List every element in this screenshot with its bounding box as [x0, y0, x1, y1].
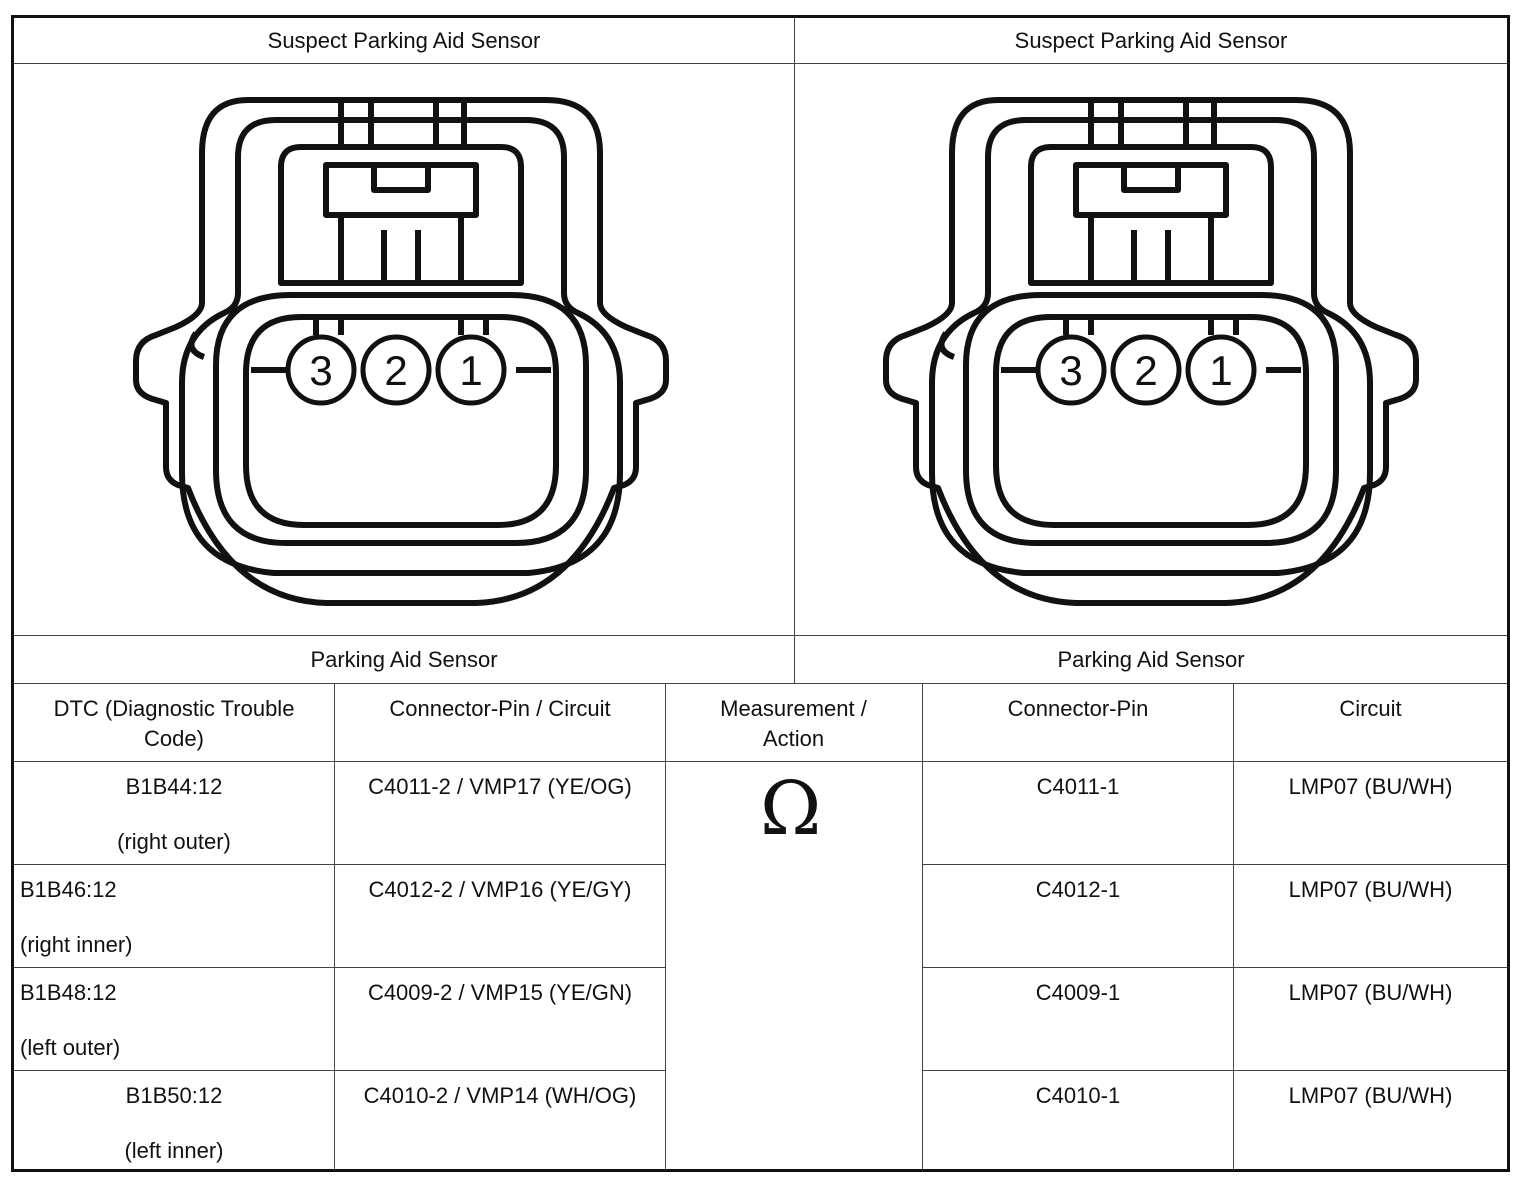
- column-header-label: Connector-Pin: [1007, 696, 1149, 721]
- connector-latch-tab: [1124, 165, 1178, 190]
- connector-circuit-value: C4009-2 / VMP15 (YE/GN): [367, 980, 633, 1005]
- table-row-circuit: [1234, 772, 1507, 862]
- subheader-sensor-left: [14, 636, 794, 683]
- connector-pin-value: C4010-1: [1035, 1083, 1121, 1108]
- divider: [922, 1070, 1507, 1071]
- dtc-code: B1B48:12: [20, 980, 117, 1005]
- table-row-dtc: [20, 978, 334, 1068]
- header-suspect-sensor-left: [14, 18, 794, 63]
- divider: [14, 761, 1507, 762]
- divider: [665, 684, 666, 1169]
- pin-label: 3: [309, 347, 333, 394]
- pin-label: 1: [459, 347, 483, 394]
- column-header-measurement: [691, 694, 896, 760]
- table-row-dtc: [14, 1081, 334, 1169]
- table-row-connector-pin: [923, 772, 1233, 862]
- dtc-code: B1B50:12: [125, 1083, 223, 1108]
- connector-diagram-left: [126, 95, 676, 610]
- table-row-connector-circuit: [335, 772, 665, 862]
- table-row-circuit: [1234, 978, 1507, 1068]
- column-header-label: Circuit: [1339, 696, 1402, 721]
- table-row-connector-circuit: [335, 978, 665, 1068]
- connector-locks: [1091, 100, 1214, 147]
- connector-pin-value: C4012-1: [1035, 877, 1121, 902]
- table-row-connector-pin: [923, 875, 1233, 965]
- ohm-icon: Ω: [760, 766, 822, 852]
- column-header-label: Measurement / Action: [720, 696, 867, 751]
- divider: [14, 63, 1507, 64]
- table-row-dtc: [14, 772, 334, 862]
- divider: [922, 864, 1507, 865]
- connector-latch-bar: [1091, 215, 1211, 283]
- dtc-location: (right inner): [20, 932, 133, 957]
- circuit-value: LMP07 (BU/WH): [1288, 980, 1453, 1005]
- table-row-dtc: [20, 875, 334, 965]
- divider: [14, 864, 666, 865]
- connector-cavity-outer: [966, 295, 1336, 543]
- connector-circuit-value: C4012-2 / VMP16 (YE/GY): [368, 877, 632, 902]
- dtc-code: B1B46:12: [20, 877, 117, 902]
- connector-circuit-value: C4010-2 / VMP14 (WH/OG): [363, 1083, 637, 1108]
- circuit-value: LMP07 (BU/WH): [1288, 877, 1453, 902]
- header-suspect-sensor-right: [795, 18, 1507, 63]
- column-header-label: Connector-Pin / Circuit: [389, 696, 611, 721]
- table-row-circuit: [1234, 875, 1507, 965]
- subheader-sensor-right: [795, 636, 1507, 683]
- dtc-location: (left inner): [124, 1138, 224, 1163]
- connector-cavity-outer: [216, 295, 586, 543]
- column-header-circuit: [1234, 694, 1507, 760]
- divider: [922, 967, 1507, 968]
- connector-locks: [341, 100, 464, 147]
- connector-pin-value: C4011-1: [1036, 774, 1120, 799]
- divider: [14, 1070, 666, 1071]
- divider: [14, 967, 666, 968]
- column-header-connector-circuit: [335, 694, 665, 760]
- dtc-code: B1B44:12: [125, 774, 223, 799]
- circuit-value: LMP07 (BU/WH): [1288, 774, 1453, 799]
- table-row-connector-circuit: [335, 1081, 665, 1169]
- table-row-circuit: [1234, 1081, 1507, 1169]
- column-header-label: DTC (Diagnostic Trouble Code): [53, 696, 295, 751]
- divider: [794, 18, 795, 684]
- circuit-value: LMP07 (BU/WH): [1288, 1083, 1453, 1108]
- pin-label: 3: [1059, 347, 1083, 394]
- table-row-connector-circuit: [335, 875, 665, 965]
- column-header-connector-pin: [923, 694, 1233, 760]
- pin-label: 2: [1134, 347, 1158, 394]
- connector-latch-bar: [341, 215, 461, 283]
- connector-circuit-value: C4011-2 / VMP17 (YE/OG): [368, 774, 632, 799]
- divider: [14, 683, 1507, 684]
- dtc-location: (right outer): [117, 829, 231, 854]
- subheader-label: Parking Aid Sensor: [1057, 646, 1245, 672]
- connector-latch-tab: [374, 165, 428, 190]
- table-row-connector-pin: [923, 1081, 1233, 1169]
- header-label: Suspect Parking Aid Sensor: [1014, 27, 1288, 53]
- header-label: Suspect Parking Aid Sensor: [267, 27, 541, 53]
- subheader-label: Parking Aid Sensor: [310, 646, 498, 672]
- dtc-location: (left outer): [20, 1035, 121, 1060]
- connector-pin-value: C4009-1: [1035, 980, 1121, 1005]
- pin-label: 1: [1209, 347, 1233, 394]
- connector-diagram-right: [876, 95, 1426, 610]
- pin-label: 2: [384, 347, 408, 394]
- table-row-connector-pin: [923, 978, 1233, 1068]
- column-header-dtc: [24, 694, 324, 760]
